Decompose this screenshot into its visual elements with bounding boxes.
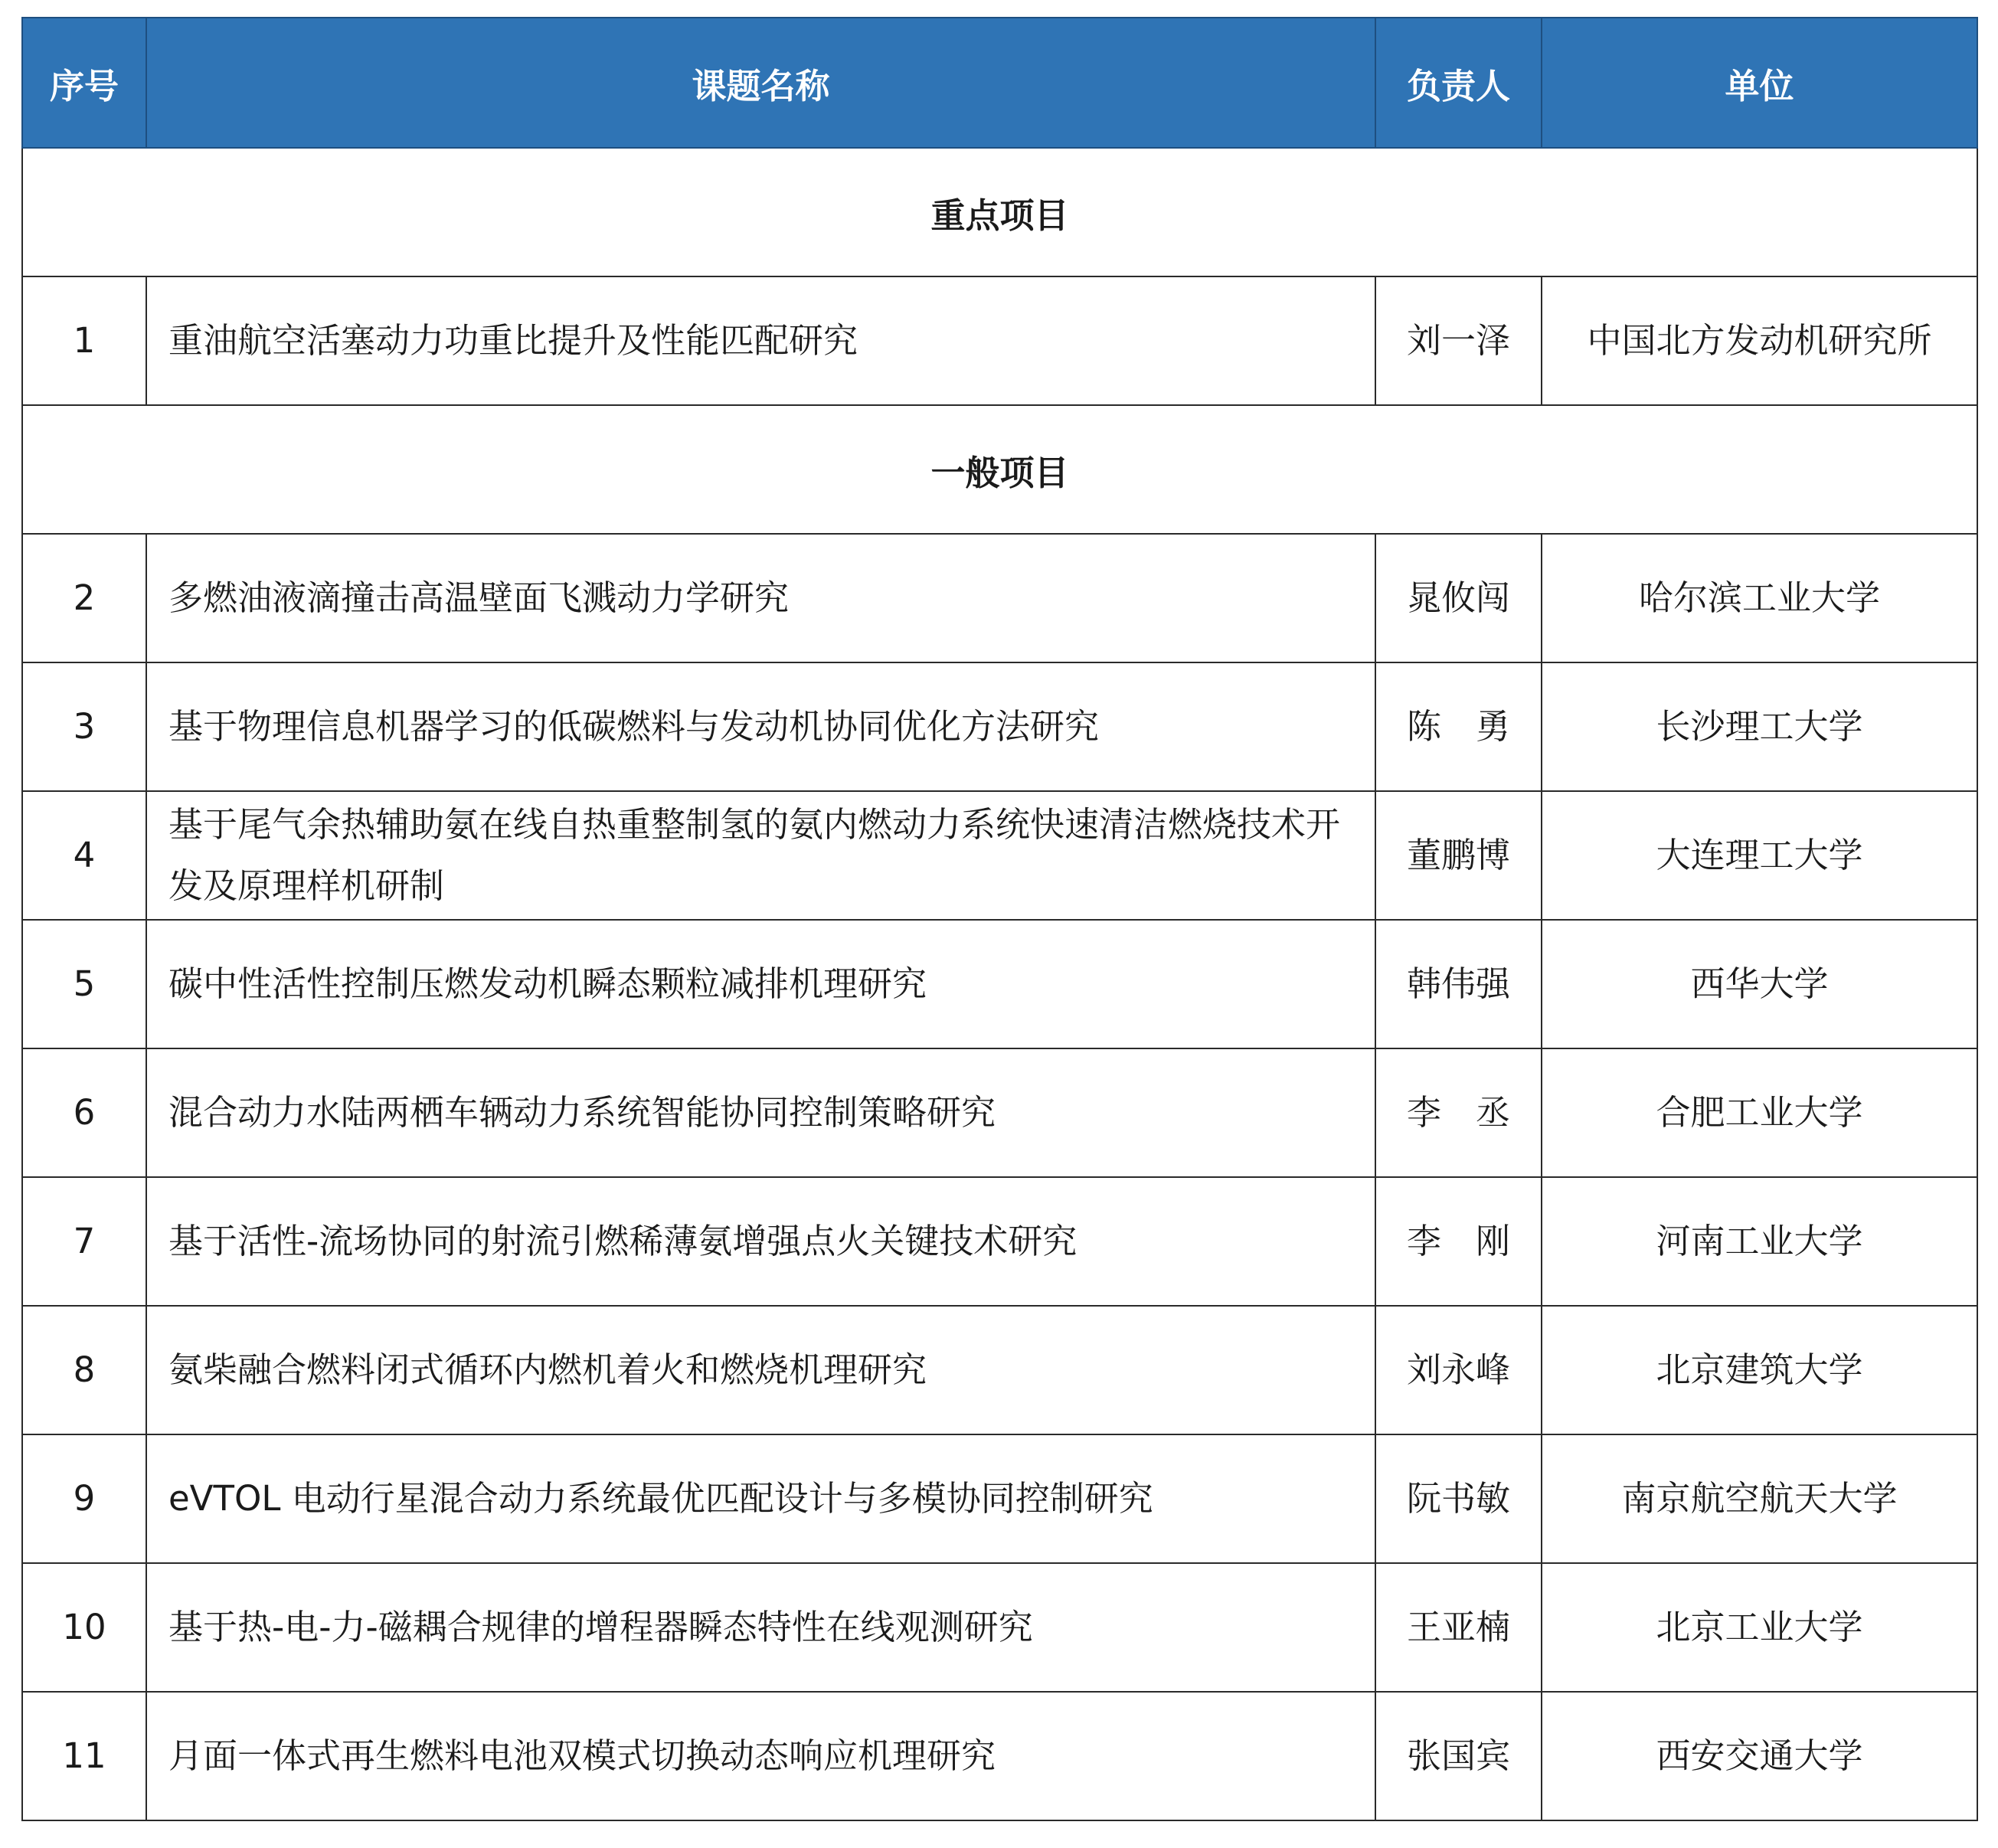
- cell-title: eVTOL 电动行星混合动力系统最优匹配设计与多模协同控制研究: [146, 1434, 1375, 1563]
- table-row: [22, 1692, 1977, 1820]
- cell-title: 基于尾气余热辅助氨在线自热重整制氢的氨内燃动力系统快速清洁燃烧技术开发及原理样机研制: [146, 791, 1375, 920]
- header-seq: 序号: [22, 18, 146, 148]
- cell-unit: 中国北方发动机研究所: [1542, 276, 1977, 405]
- cell-title: 多燃油液滴撞击高温壁面飞溅动力学研究: [146, 534, 1375, 662]
- table-row: [22, 534, 1977, 662]
- cell-seq: 5: [22, 920, 146, 1048]
- header-title: 课题名称: [146, 18, 1375, 148]
- cell-unit: 哈尔滨工业大学: [1542, 534, 1977, 662]
- cell-title: 重油航空活塞动力功重比提升及性能匹配研究: [146, 276, 1375, 405]
- cell-title: 氨柴融合燃料闭式循环内燃机着火和燃烧机理研究: [146, 1306, 1375, 1434]
- cell-lead: 刘永峰: [1375, 1306, 1542, 1434]
- table-row: [22, 920, 1977, 1048]
- cell-unit: 西华大学: [1542, 920, 1977, 1048]
- cell-seq: 11: [22, 1692, 146, 1820]
- cell-unit: 西安交通大学: [1542, 1692, 1977, 1820]
- cell-lead: 刘一泽: [1375, 276, 1542, 405]
- cell-seq: 3: [22, 662, 146, 791]
- cell-unit: 长沙理工大学: [1542, 662, 1977, 791]
- cell-seq: 10: [22, 1563, 146, 1692]
- cell-lead: 李 刚: [1375, 1177, 1542, 1306]
- table-row: [22, 1434, 1977, 1563]
- cell-unit: 南京航空航天大学: [1542, 1434, 1977, 1563]
- cell-lead: 董鹏博: [1375, 791, 1542, 920]
- cell-unit: 合肥工业大学: [1542, 1048, 1977, 1177]
- table-row: [22, 1048, 1977, 1177]
- cell-title: 基于物理信息机器学习的低碳燃料与发动机协同优化方法研究: [146, 662, 1375, 791]
- table-header-row: [22, 18, 1977, 148]
- cell-seq: 1: [22, 276, 146, 405]
- cell-title: 基于热-电-力-磁耦合规律的增程器瞬态特性在线观测研究: [146, 1563, 1375, 1692]
- cell-lead: 韩伟强: [1375, 920, 1542, 1048]
- cell-title: 碳中性活性控制压燃发动机瞬态颗粒减排机理研究: [146, 920, 1375, 1048]
- cell-seq: 7: [22, 1177, 146, 1306]
- header-unit: 单位: [1542, 18, 1977, 148]
- cell-title: 基于活性-流场协同的射流引燃稀薄氨增强点火关键技术研究: [146, 1177, 1375, 1306]
- cell-unit: 大连理工大学: [1542, 791, 1977, 920]
- cell-lead: 陈 勇: [1375, 662, 1542, 791]
- cell-unit: 北京工业大学: [1542, 1563, 1977, 1692]
- cell-lead: 李 丞: [1375, 1048, 1542, 1177]
- table-row: [22, 1306, 1977, 1434]
- cell-seq: 4: [22, 791, 146, 920]
- section-title-general: 一般项目: [22, 405, 1977, 534]
- table-row: [22, 1563, 1977, 1692]
- cell-title: 混合动力水陆两栖车辆动力系统智能协同控制策略研究: [146, 1048, 1375, 1177]
- cell-title: 月面一体式再生燃料电池双模式切换动态响应机理研究: [146, 1692, 1375, 1820]
- table-row: [22, 791, 1977, 920]
- section-row-key: [22, 148, 1977, 276]
- section-row-general: [22, 405, 1977, 534]
- section-title-key: 重点项目: [22, 148, 1977, 276]
- cell-lead: 张国宾: [1375, 1692, 1542, 1820]
- cell-lead: 王亚楠: [1375, 1563, 1542, 1692]
- cell-lead: 晁攸闯: [1375, 534, 1542, 662]
- projects-table: [21, 17, 1978, 1821]
- cell-seq: 6: [22, 1048, 146, 1177]
- table-row: [22, 662, 1977, 791]
- table-row: [22, 1177, 1977, 1306]
- cell-lead: 阮书敏: [1375, 1434, 1542, 1563]
- table-row: [22, 276, 1977, 405]
- cell-seq: 9: [22, 1434, 146, 1563]
- cell-seq: 8: [22, 1306, 146, 1434]
- cell-unit: 北京建筑大学: [1542, 1306, 1977, 1434]
- header-lead: 负责人: [1375, 18, 1542, 148]
- cell-unit: 河南工业大学: [1542, 1177, 1977, 1306]
- cell-seq: 2: [22, 534, 146, 662]
